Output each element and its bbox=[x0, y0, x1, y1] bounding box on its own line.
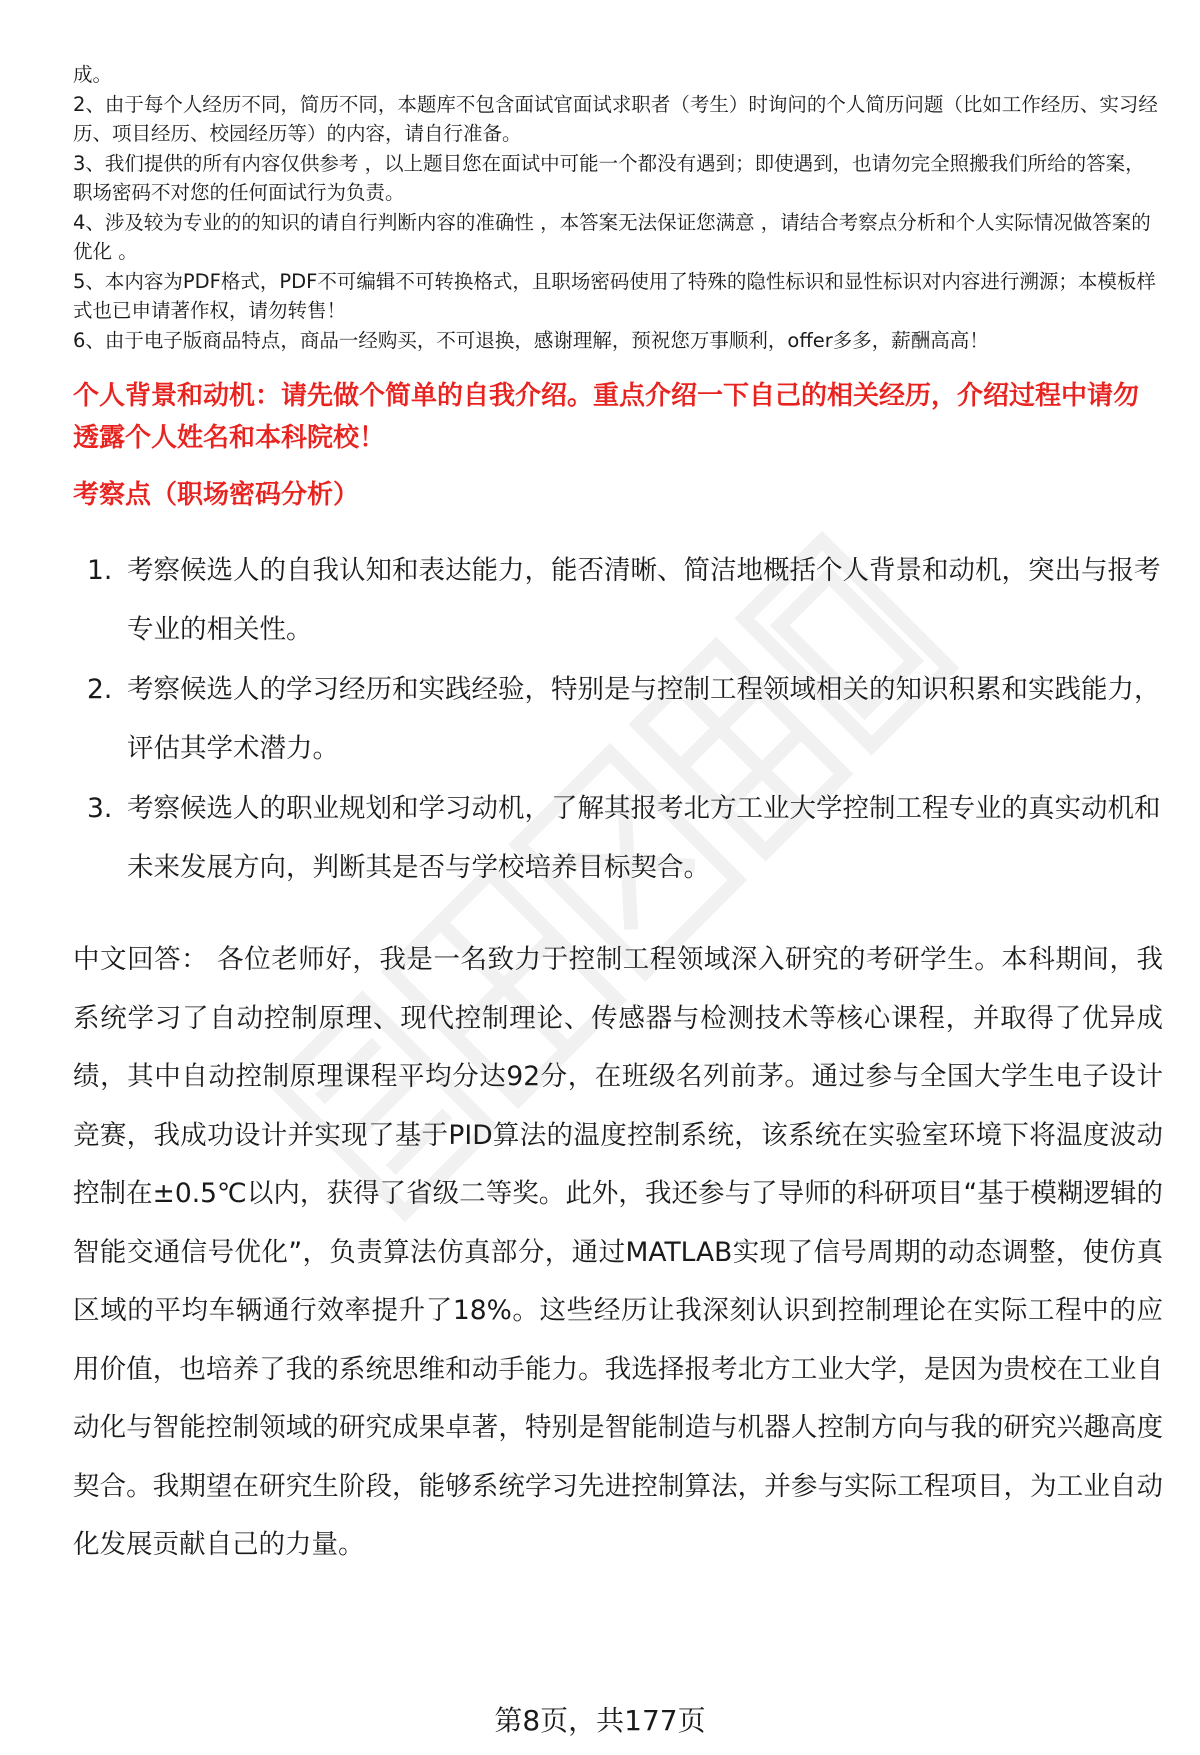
list-item-text: 考察候选人的学习经历和实践经验，特别是与控制工程领域相关的知识积累和实践能力，评估其学术潜力。 bbox=[127, 674, 1161, 764]
list-item bbox=[73, 660, 1163, 778]
list-item-number: 1. bbox=[87, 555, 113, 586]
question-heading: 个人背景和动机：请先做个简单的自我介绍。重点介绍一下自己的相关经历，介绍过程中请勿透露个人姓名和本科院校！ bbox=[73, 381, 1140, 453]
answer-paragraph: 中文回答： 各位老师好，我是一名致力于控制工程领域深入研究的考研学生。本科期间，我系统学习了自动控制原理、现代控制理论、传感器与检测技术等核心课程，并取得了优异成绩，其中自动控制原理课程平均分达92分，在班级名列前茅。通过参与全国大学生电子设计竞赛，我成功设计并实现了基于PID算法的温度控制系统，该系统在实验室环境下将温度波动控制在±0.5℃以内，获得了省级二等奖。此外，我还参与了导师的科研项目“基于模糊逻辑的智能交通信号优化”，负责算法仿真部分，通过MATLAB实现了信号周期的动态调整，使仿真区域的平均车辆通行效率提升了18%。这些经历让我深刻认识到控制理论在实际工程中的应用价值，也培养了我的系统思维和动手能力。我选择报考北方工业大学，是因为贵校在工业自动化与智能控制领域的研究成果卓著，特别是智能制造与机器人控制方向与我的研究兴趣高度契合。我期望在研究生阶段，能够系统学习先进控制算法，并参与实际工程项目，为工业自动化发展贡献自己的力量。 bbox=[73, 944, 1163, 1560]
page-footer: 第8页，共177页 bbox=[494, 1704, 706, 1737]
disclaimer-line: 成。 bbox=[73, 63, 113, 86]
disclaimer-block bbox=[73, 60, 1163, 355]
disclaimer-line: 6、由于电子版商品特点，商品一经购买，不可退换，感谢理解，预祝您万事顺利，offer多多，薪酬高高！ bbox=[73, 328, 989, 352]
list-item-text: 考察候选人的自我认知和表达能力，能否清晰、简洁地概括个人背景和动机，突出与报考专业的相关性。 bbox=[127, 555, 1161, 645]
assessment-points-list bbox=[73, 541, 1163, 897]
disclaimer-line: 5、本内容为PDF格式，PDF不可编辑不可转换格式，且职场密码使用了特殊的隐性标识和显性标识对内容进行溯源；本模板样式也已申请著作权，请勿转售！ bbox=[73, 269, 1156, 322]
disclaimer-line: 2、由于每个人经历不同，简历不同，本题库不包含面试官面试求职者（考生）时询问的个人简历问题（比如工作经历、实习经历、项目经历、校园经历等）的内容，请自行准备。 bbox=[73, 92, 1158, 145]
list-item-number: 2. bbox=[87, 674, 113, 705]
page-content bbox=[73, 60, 1163, 1575]
list-item-number: 3. bbox=[87, 793, 113, 824]
disclaimer-line: 4、涉及较为专业的的知识的请自行判断内容的准确性 ，本答案无法保证您满意 ，请结合考察点分析和个人实际情况做答案的优化 。 bbox=[73, 210, 1151, 263]
list-item-text: 考察候选人的职业规划和学习动机，了解其报考北方工业大学控制工程专业的真实动机和未来发展方向，判断其是否与学校培养目标契合。 bbox=[127, 793, 1161, 883]
list-item bbox=[73, 779, 1163, 897]
list-item bbox=[73, 541, 1163, 659]
section-title: 考察点（职场密码分析） bbox=[73, 480, 360, 510]
disclaimer-line: 3、我们提供的所有内容仅供参考 ，以上题目您在面试中可能一个都没有遇到；即使遇到，也请勿完全照搬我们所给的答案，职场密码不对您的任何面试行为负责。 bbox=[73, 151, 1145, 204]
